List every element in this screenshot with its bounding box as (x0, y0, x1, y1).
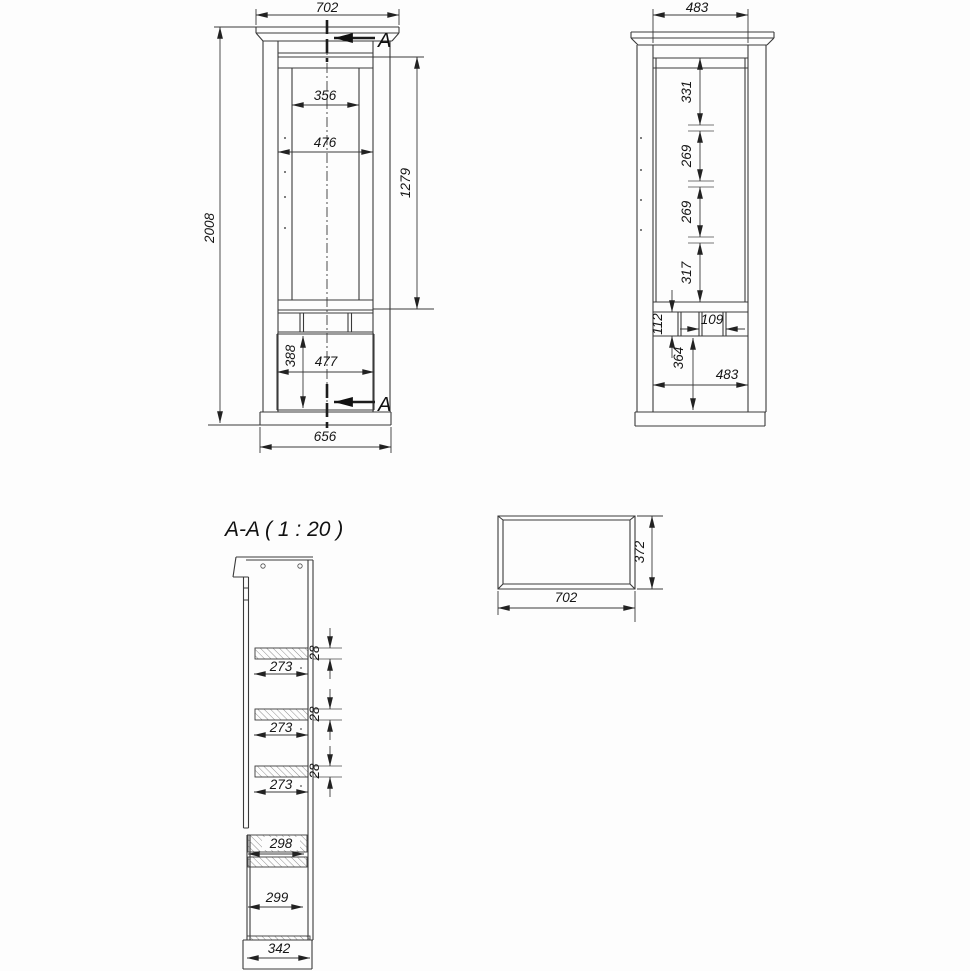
section-shelf-2 (255, 709, 308, 720)
section-letter-bottom: A (378, 394, 392, 416)
dim-front-drawer-width: 477 (314, 354, 338, 369)
dim-front-door-width: 476 (313, 135, 337, 150)
dim-side-lower-height: 364 (671, 346, 686, 370)
dim-shelf-thickness-3: 28 (307, 763, 322, 779)
dim-front-lower-height: 388 (283, 344, 298, 368)
dim-shelf-thickness-1: 28 (307, 645, 322, 661)
top-view-dimensions (498, 516, 663, 622)
dim-front-top-width: 702 (315, 0, 339, 15)
section-dimensions (247, 628, 342, 958)
dim-lower-inner-depth: 299 (265, 890, 289, 905)
dim-side-bottom-depth: 483 (715, 367, 739, 382)
dim-side-drawer-box-height: 112 (650, 313, 665, 335)
dim-side-drawer-pitch: 109 (700, 312, 724, 327)
dim-side-spacing-4: 317 (679, 261, 694, 285)
dim-side-spacing-2: 269 (679, 144, 694, 168)
section-screw-hole-right (298, 564, 302, 568)
section-shelf-3 (255, 766, 308, 777)
section-view (223, 518, 343, 969)
dim-side-spacing-1: 331 (679, 80, 694, 104)
dim-shelf-depth-3: 273 (269, 777, 293, 792)
dim-shelf-depth-2: 273 (269, 720, 293, 735)
section-title: A-A ( 1 : 20 ) (225, 518, 344, 541)
dim-shelf-depth-1: 273 (269, 659, 293, 674)
dim-front-plinth-width: 656 (313, 429, 337, 444)
section-front-door (244, 577, 249, 828)
front-shelf-pin-dots (284, 137, 286, 229)
section-shelf-1 (255, 648, 308, 659)
side-carcass (635, 45, 766, 426)
section-letter-top: A (378, 30, 392, 52)
section-fixed-shelf-rail (248, 857, 307, 867)
top-view (498, 516, 663, 622)
side-dimensions (650, 0, 748, 410)
dim-shelf-thickness-2: 28 (307, 706, 322, 722)
dim-top-width: 702 (554, 590, 578, 605)
dim-front-total-height: 2008 (202, 212, 217, 244)
side-shelf-pin-dots (640, 137, 642, 231)
section-bottom-strip (247, 936, 310, 940)
dim-front-glass-width: 356 (313, 88, 337, 103)
front-view (202, 0, 434, 453)
side-shelf-ref-lines (688, 125, 714, 243)
section-back-panel (308, 560, 313, 940)
dim-top-depth: 372 (632, 540, 647, 564)
dim-top-shelf-depth: 298 (269, 836, 293, 851)
side-view (631, 0, 774, 426)
dim-side-top-depth: 483 (685, 0, 709, 15)
section-screw-hole-left (261, 564, 265, 568)
section-top-panel (233, 557, 313, 577)
dim-side-spacing-3: 269 (679, 200, 694, 224)
side-crown-molding (631, 32, 774, 45)
dim-front-door-height: 1279 (398, 167, 413, 199)
top-view-panel (498, 516, 635, 589)
dim-plinth-depth: 342 (267, 941, 291, 956)
